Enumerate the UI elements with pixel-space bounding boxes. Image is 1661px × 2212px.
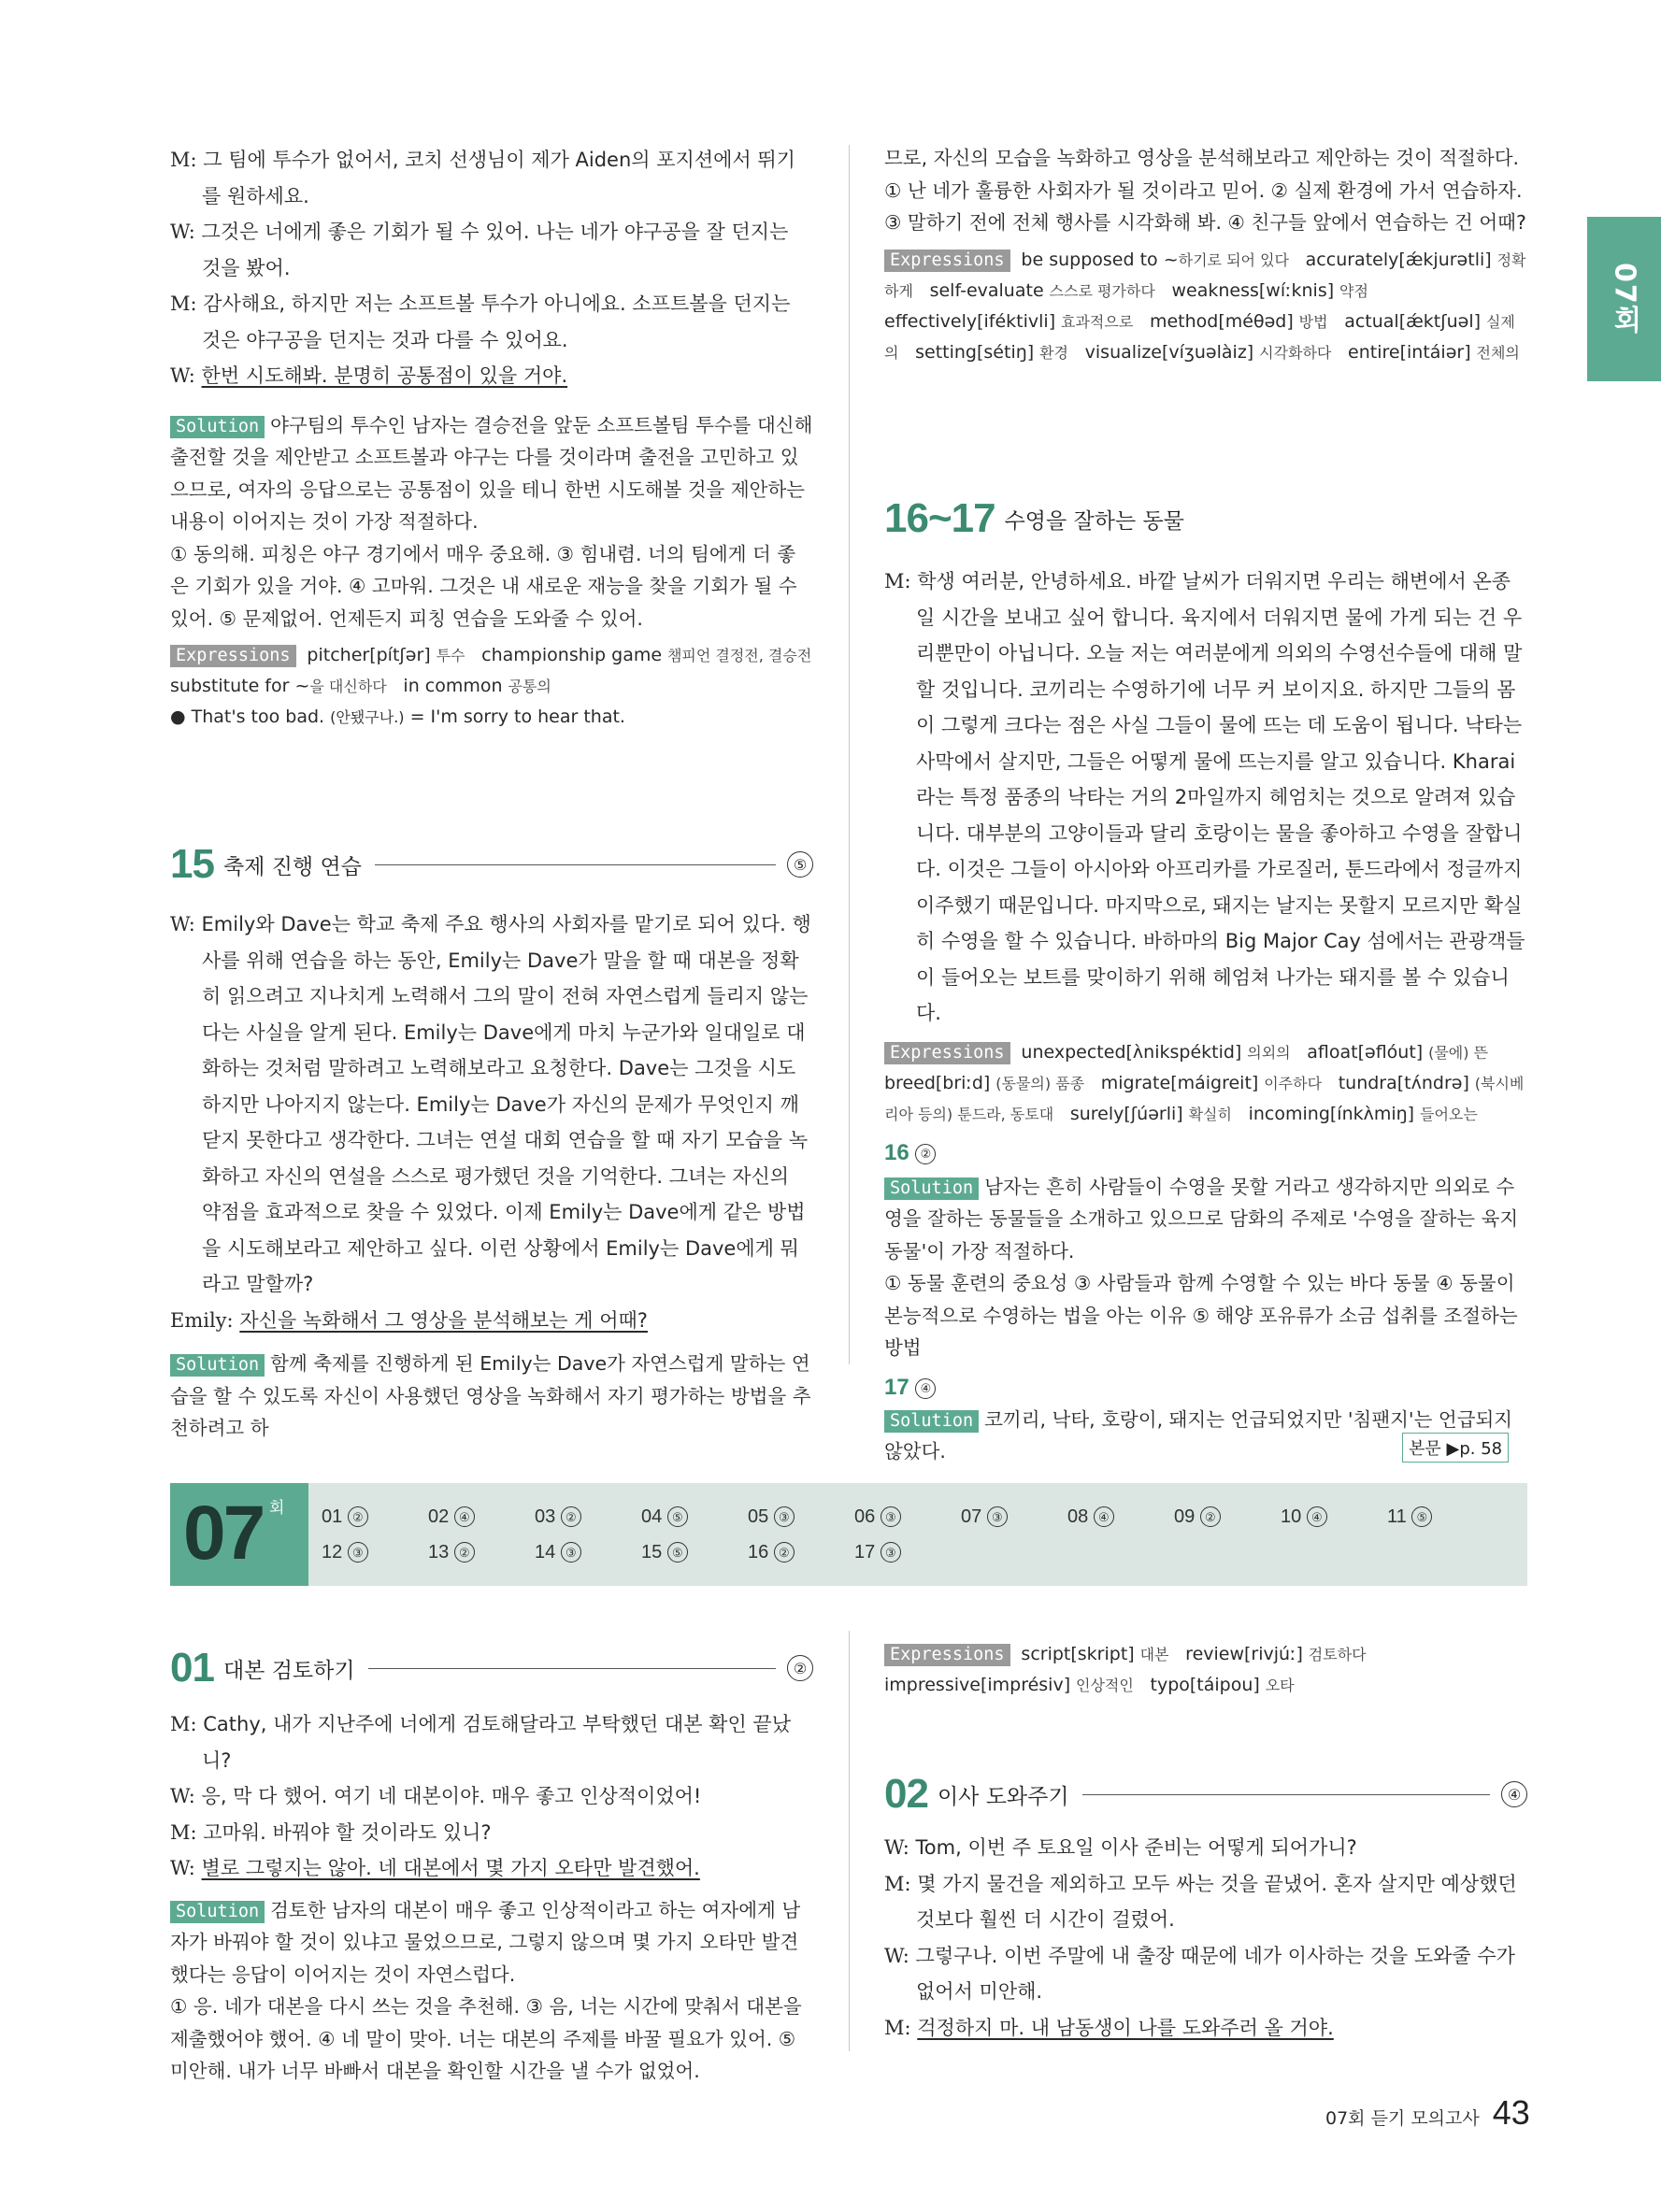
expressions-block: Expressions be supposed to ~하기로 되어 있다 accurately[ǽkjurətli] 정확하게 self-evaluate 스스로 평가하다 weakness[wíːknis] 약점 effectively[iféktivli] 효과적으로 method[méθəd] 방법 actual[ǽktʃuəl] 실제의 setting[sétiŋ] 환경 visualize[víʒuəlàiz] 시각화하다 entire[intáiər] 전체의 xyxy=(884,249,1526,363)
expressions-block: Expressions unexpected[ʌ̀nikspéktid] 의외의 afloat[əflóut] (물에) 뜬 breed[briːd] (동물의) 품종 migrate[máigreit] 이주하다 tundra[tʌ́ndrə] (북시베리아 등의) 툰드라, 동토대 surely[ʃúərli] 확실히 incoming[ínkʌ̀miŋ] 들어오는 xyxy=(884,1041,1525,1124)
column-divider-lower xyxy=(849,1631,850,2051)
answer-cell: 12 ③ xyxy=(322,1537,428,1567)
options-translation: ① 응. 네가 대본을 다시 쓰는 것을 추천해. ③ 음, 너는 시간에 맞춰서 대본을 제출했어야 했어. ④ 네 말이 맞아. 너는 대본의 주제를 바꿀 필요가 있어. ⑤ 미안해. 내가 너무 바빠서 대본을 확인할 시간을 낼 수가 없었어. xyxy=(170,1995,802,2082)
question-16-17-body xyxy=(884,564,1527,1468)
answer-circle: ④ xyxy=(915,1378,936,1399)
question-number: 02 xyxy=(884,1771,928,1817)
dialogue-answer-line: W: 별로 그렇지는 않아. 네 대본에서 몇 가지 오타만 발견했어. xyxy=(170,1857,700,1879)
solution-block: Solution 검토한 남자의 대본이 매우 좋고 인상적이라고 하는 여자에게 남자가 바꿔야 할 것이 있냐고 물었으므로, 그렇지 않으며 몇 가지 오타만 발견했다는 응답이 이어지는 것이 자연스럽다. xyxy=(170,1898,801,1986)
right-top-section xyxy=(884,142,1527,368)
answer-cell: 01 ② xyxy=(322,1502,428,1532)
answer-key-bar xyxy=(170,1483,1527,1586)
dialogue-line: M: Cathy, 내가 지난주에 너에게 검토해달라고 부탁했던 대본 확인 끝났니? xyxy=(170,1713,791,1772)
answer-cell: 03 ② xyxy=(535,1502,641,1532)
answer-cell: 02 ④ xyxy=(428,1502,535,1532)
answer-cell: 06 ③ xyxy=(854,1502,961,1532)
test-number: 07 xyxy=(183,1491,264,1576)
heading-rule xyxy=(375,864,776,865)
answer-cell: 04 ⑤ xyxy=(641,1502,748,1532)
expressions-block: Expressions pitcher[pítʃər] 투수 championship game 챔피언 결정전, 결승전 substitute for ~을 대신하다 in common 공통의 xyxy=(170,645,812,696)
options-translation: ① 동물 훈련의 중요성 ③ 사람들과 함께 수영할 수 있는 바다 동물 ④ 동물이 본능적으로 수영하는 법을 아는 이유 ⑤ 해양 포유류가 소금 섭취를 조절하는 방법 xyxy=(884,1272,1518,1359)
answer-cell: 11 ⑤ xyxy=(1387,1502,1494,1532)
expressions-tag: Expressions xyxy=(884,1644,1010,1666)
side-tab xyxy=(1587,217,1661,381)
solution-tag: Solution xyxy=(884,1177,979,1200)
dialogue-line: M: 그 팀에 투수가 없어서, 코치 선생님이 제가 Aiden의 포지션에서 뛰기를 원하세요. xyxy=(170,149,795,207)
test-number-suffix: 회 xyxy=(269,1499,285,1518)
solution-block: Solution 함께 축제를 진행하게 된 Emily는 Dave가 자연스럽게 말하는 연습을 할 수 있도록 자신이 사용했던 영상을 녹화해서 자기 평가하는 방법을 추천하려고 하 xyxy=(170,1352,811,1439)
options-translation: ① 난 네가 훌륭한 사회자가 될 것이라고 믿어. ② 실제 환경에 가서 연습하자. ③ 말하기 전에 전체 행사를 시각화해 봐. ④ 친구들 앞에서 연습하는 건 어때? xyxy=(884,178,1526,234)
dialogue-line: M: 몇 가지 물건을 제외하고 모두 싸는 것을 끝냈어. 혼자 살지만 예상했던 것보다 훨씬 더 시간이 걸렸어. xyxy=(884,1872,1517,1931)
answer-cell: 17 ③ xyxy=(854,1537,961,1567)
question-15-body xyxy=(170,906,813,1445)
test-number-logo xyxy=(170,1483,308,1586)
solution-tag: Solution xyxy=(884,1410,979,1433)
heading-rule xyxy=(368,1668,776,1669)
page-reference[interactable] xyxy=(1402,1433,1509,1463)
expressions-tag: Expressions xyxy=(884,1042,1010,1064)
dialogue-line: W: Emily와 Dave는 학교 축제 주요 행사의 사회자를 맡기로 되어 있다. 행사를 위해 연습을 하는 동안, Emily는 Dave가 말을 할 때 대본을 정확히 읽으려고 지나치게 노력해서 그의 말이 전혀 자연스럽게 들리지 않는다는 사실을 알게 된다. Emily는 Dave에게 마치 누군가와 일대일로 대화하는 것처럼 말하려고 노력해보라고 요청한다. Dave는 그것을 시도하지만 나아지지 않는다. Emily는 Dave가 자신의 문제가 무엇인지 깨닫지 못한다고 생각한다. 그녀는 연설 대회 연습을 할 때 자기 모습을 녹화하고 자신의 연설을 스스로 평가했던 것을 기억한다. 그녀는 자신의 약점을 효과적으로 찾을 수 있었다. 이제 Emily는 Dave에게 같은 방법을 시도해보라고 제안하고 싶다. 이런 상황에서 Emily는 Dave에게 뭐라고 말할까? xyxy=(170,913,811,1295)
answer-cell: 09 ② xyxy=(1174,1502,1281,1532)
question-16-answer-label: 16 ② xyxy=(884,1137,1527,1169)
column-divider xyxy=(849,145,850,1364)
answer-cell: 08 ④ xyxy=(1067,1502,1174,1532)
dialogue-line: W: 응, 막 다 했어. 여기 네 대본이야. 매우 좋고 인상적이었어! xyxy=(170,1785,702,1807)
question-15-heading xyxy=(170,836,813,892)
dialogue-answer-line: W: 한번 시도해봐. 분명히 공통점이 있을 거야. xyxy=(170,364,568,387)
answer-cell: 10 ④ xyxy=(1281,1502,1387,1532)
solution-block: Solution 남자는 흔히 사람들이 수영을 못할 거라고 생각하지만 의외로 수영을 잘하는 동물들을 소개하고 있으므로 담화의 주제로 '수영을 잘하는 육지 동물'이 가장 적절하다. xyxy=(884,1175,1519,1263)
answer-circle: ② xyxy=(915,1144,936,1164)
solution-block: Solution 야구팀의 투수인 남자는 결승전을 앞둔 소프트볼팀 투수를 대신해 출전할 것을 제안받고 소프트볼과 야구는 다를 것이라며 출전을 고민하고 있으므로, 여자의 응답으로는 공통점이 있을 테니 한번 시도해볼 것을 제안하는 내용이 이어지는 것이 가장 적절하다. xyxy=(170,413,813,533)
question-17-answer-label: 17 ④ xyxy=(884,1372,1527,1404)
solution-tag: Solution xyxy=(170,416,265,438)
dialogue-line: M: 감사해요, 하지만 저는 소프트볼 투수가 아니에요. 소프트볼을 던지는 것은 야구공을 던지는 것과 다를 수 있어요. xyxy=(170,293,791,351)
answer-cell: 14 ③ xyxy=(535,1537,641,1567)
answer-cell: 15 ⑤ xyxy=(641,1537,748,1567)
solution-continuation: 므로, 자신의 모습을 녹화하고 영상을 분석해보라고 제안하는 것이 적절하다. xyxy=(884,147,1520,169)
dialogue-line: W: Tom, 이번 주 토요일 이사 준비는 어떻게 되어가니? xyxy=(884,1836,1357,1859)
dialogue-answer-line: M: 걱정하지 마. 내 남동생이 나를 도와주러 올 거야. xyxy=(884,2016,1334,2039)
footer-label: 07회 듣기 모의고사 xyxy=(1325,2108,1480,2129)
expressions-block: Expressions script[skript] 대본 review[rivjúː] 검토하다 impressive[imprésiv] 인상적인 typo[táipou] 오타 xyxy=(884,1644,1367,1695)
answer-cell: 16 ② xyxy=(748,1537,854,1567)
answer-cell: 05 ③ xyxy=(748,1502,854,1532)
dialogue-line: M: 학생 여러분, 안녕하세요. 바깥 날씨가 더워지면 우리는 해변에서 온종일 시간을 보내고 싶어 합니다. 육지에서 더워지면 물에 가게 되는 건 우리뿐만이 아닙니다. 오늘 저는 여러분에게 의외의 수영선수들에 대해 말할 것입니다. 코끼리는 수영하기에 너무 커 보이지요. 하지만 그들의 몸이 그렇게 크다는 점은 사실 그들이 물에 뜨는 데 도움이 됩니다. 낙타는 사막에서 살지만, 그들은 어떻게 물에 뜨는지를 알고 있습니다. Kharai라는 특정 품종의 낙타는 거의 2마일까지 헤엄치는 것으로 알려져 있습니다. 대부분의 고양이들과 달리 호랑이는 물을 좋아하고 수영을 잘합니다. 이것은 그들이 아시아와 아프리카를 가로질러, 툰드라에서 정글까지 이주했기 때문입니다. 마지막으로, 돼지는 날지는 못할지 모르지만 확실히 수영을 할 수 있습니다. 바하마의 Big Major Cay 섬에서는 관광객들이 들어오는 보트를 맞이하기 위해 헤엄쳐 나가는 돼지를 볼 수 있습니다. xyxy=(884,570,1525,1024)
expressions-tag: Expressions xyxy=(170,645,296,667)
solution-tag: Solution xyxy=(170,1354,265,1377)
question-title: 수영을 잘하는 동물 xyxy=(1004,508,1184,534)
question-16-17-heading xyxy=(884,491,1527,547)
answer-circle: ② xyxy=(787,1655,813,1681)
solution-block: Solution 코끼리, 낙타, 호랑이, 돼지는 언급되었지만 '침팬지'는 언급되지 않았다. xyxy=(884,1407,1513,1463)
page-footer xyxy=(1325,2093,1530,2133)
question-title: 이사 도와주기 xyxy=(937,1784,1069,1809)
left-top-section xyxy=(170,142,813,733)
side-tab-label: 07회 xyxy=(1608,263,1641,335)
question-number: 01 xyxy=(170,1645,214,1691)
question-01-expressions xyxy=(884,1634,1527,1701)
question-number: 16~17 xyxy=(884,495,995,541)
answer-cell: 13 ② xyxy=(428,1537,535,1567)
solution-tag: Solution xyxy=(170,1901,265,1923)
question-number: 15 xyxy=(170,841,214,887)
expressions-tag: Expressions xyxy=(884,250,1010,272)
dialogue-line: W: 그렇구나. 이번 주말에 내 출장 때문에 네가 이사하는 것을 도와줄 수가 없어서 미안해. xyxy=(884,1944,1515,2003)
note-line: ● That's too bad. (안됐구나.) = I'm sorry to hear that. xyxy=(170,706,625,727)
question-title: 축제 진행 연습 xyxy=(222,854,362,879)
answer-cell: 07 ③ xyxy=(961,1502,1067,1532)
question-01-body xyxy=(170,1706,813,2088)
question-title: 대본 검토하기 xyxy=(222,1658,355,1683)
dialogue-line: M: 고마워. 바꿔야 할 것이라도 있니? xyxy=(170,1820,492,1844)
page-reference-label: 본문 ▶p. 58 xyxy=(1402,1433,1509,1463)
question-01-heading xyxy=(170,1640,813,1696)
question-02-heading xyxy=(884,1766,1527,1822)
page-number: 43 xyxy=(1492,2093,1530,2132)
answer-grid xyxy=(322,1502,1494,1567)
options-translation: ① 동의해. 피칭은 야구 경기에서 매우 중요해. ③ 힘내렴. 너의 팀에게 더 좋은 기회가 있을 거야. ④ 고마워. 그것은 내 새로운 재능을 찾을 기회가 될 수 있어. ⑤ 문제없어. 언제든지 피칭 연습을 도와줄 수 있어. xyxy=(170,542,797,630)
question-02-body xyxy=(884,1830,1527,2046)
dialogue-answer-line: Emily: 자신을 녹화해서 그 영상을 분석해보는 게 어때? xyxy=(170,1308,648,1332)
heading-rule xyxy=(1082,1794,1490,1795)
answer-circle: ④ xyxy=(1501,1781,1527,1807)
answer-circle: ⑤ xyxy=(787,851,813,878)
dialogue-line: W: 그것은 너에게 좋은 기회가 될 수 있어. 나는 네가 야구공을 잘 던지는 것을 봤어. xyxy=(170,221,789,279)
